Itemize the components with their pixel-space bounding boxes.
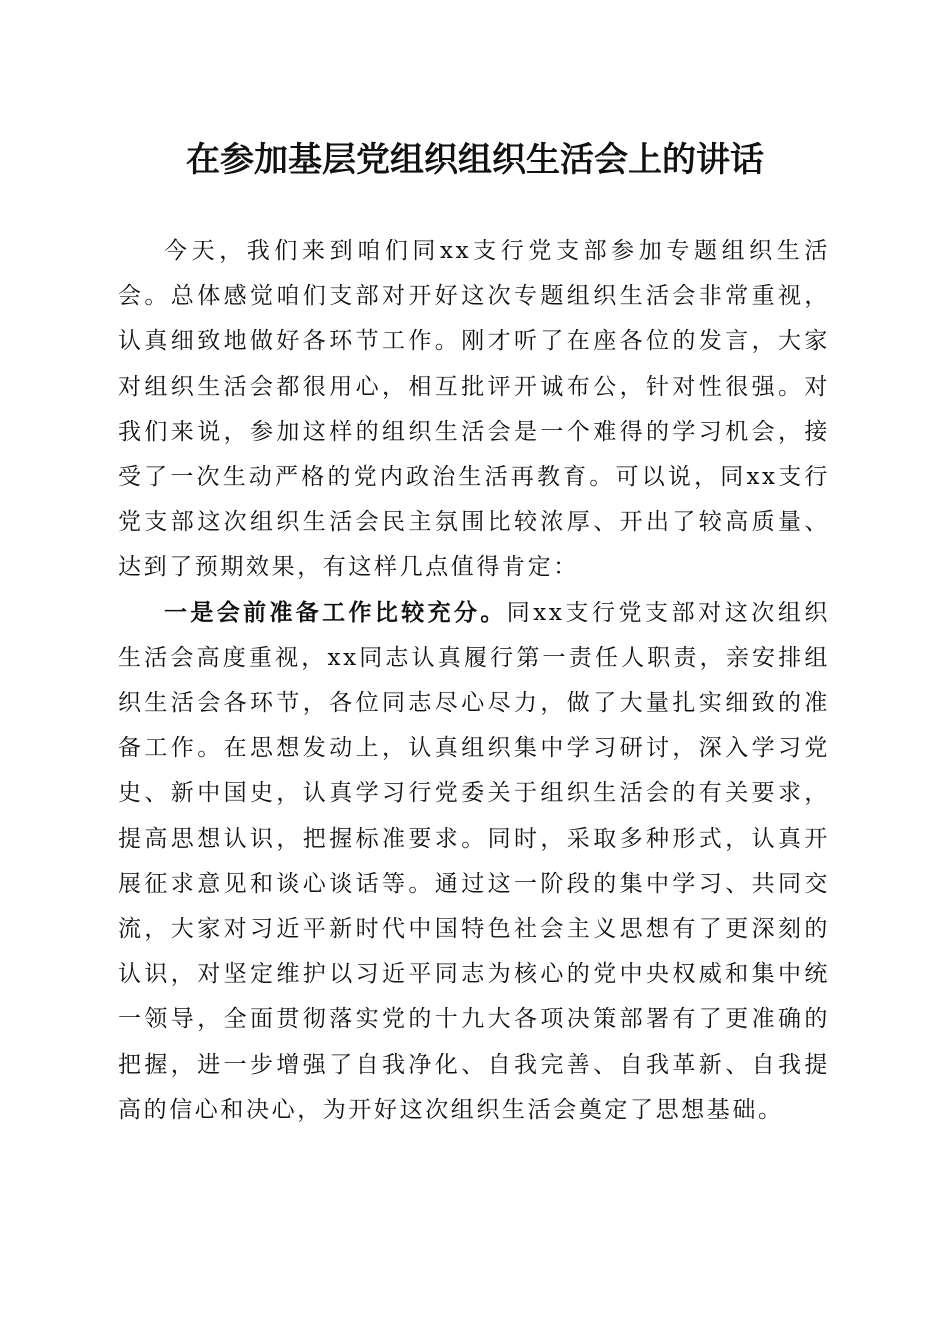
paragraph-intro: [118, 229, 830, 591]
paragraph-point-one: [118, 591, 830, 1133]
page-title: 在参加基层党组织组织生活会上的讲话: [186, 140, 764, 180]
document-body: [118, 229, 830, 1133]
paragraph-point-one-heading: 一是会前准备工作比较充分。: [164, 599, 507, 626]
paragraph-point-one-text: 同xx支行党支部对这次组织生活会高度重视，xx同志认真履行第一责任人职责，亲安排组织生活会各环节，各位同志尽心尽力，做了大量扎实细致的准备工作。在思想发动上，认真组织集中学习研讨，深入学习党史、新中国史，认真学习行党委关于组织生活会的有关要求，提高思想认识，把握标准要求。同时，采取多种形式，认真开展征求意见和谈心谈话等。通过这一阶段的集中学习、共同交流，大家对习近平新时代中国特色社会主义思想有了更深刻的认识，对坚定维护以习近平同志为核心的党中央权威和集中统一领导，全面贯彻落实党的十九大各项决策部署有了更准确的把握，进一步增强了自我净化、自我完善、自我革新、自我提高的信心和决心，为开好这次组织生活会奠定了思想基础。: [118, 599, 830, 1123]
paragraph-intro-text: 今天，我们来到咱们同xx支行党支部参加专题组织生活会。总体感觉咱们支部对开好这次专题组织生活会非常重视，认真细致地做好各环节工作。刚才听了在座各位的发言，大家对组织生活会都很用心，相互批评开诚布公，针对性很强。对我们来说，参加这样的组织生活会是一个难得的学习机会，接受了一次生动严格的党内政治生活再教育。可以说，同xx支行党支部这次组织生活会民主氛围比较浓厚、开出了较高质量、达到了预期效果，有这样几点值得肯定：: [118, 238, 830, 581]
